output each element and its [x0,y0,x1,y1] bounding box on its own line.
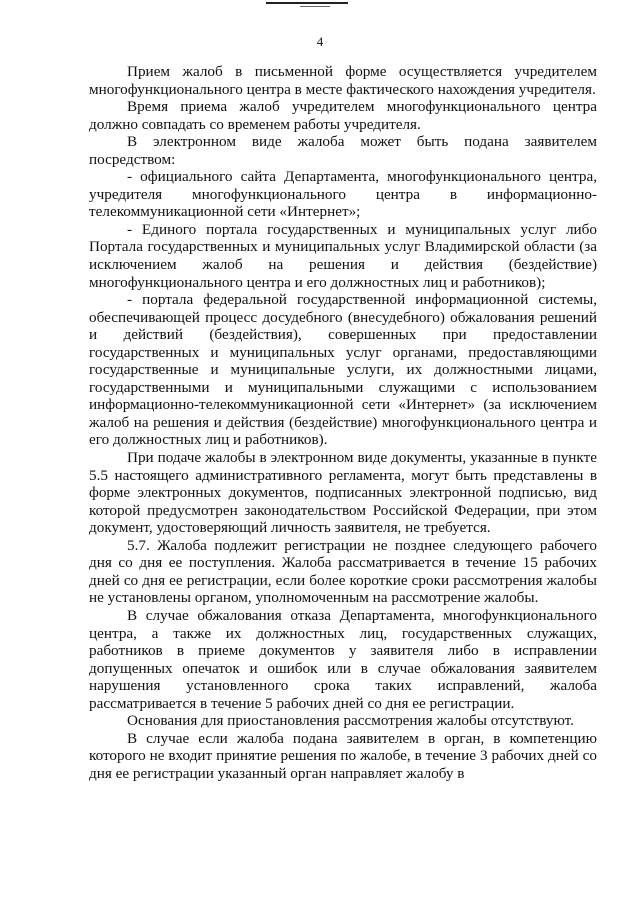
page-number: 4 [316,34,324,49]
paragraph-electronic-documents: При подаче жалобы в электронном виде документы, указанные в пункте 5.5 настоящего административного регламента, могут быть представлены в форме электронных документов, подписанных электронной подписью, вид которой предусмотрен законодательством Российской Федерации, при этом документ, удостоверяющий личность заявителя, не требуется. [89,449,597,537]
paragraph-electronic-submission: В электронном виде жалоба может быть подана заявителем посредством: [89,133,597,168]
paragraph-refusal-appeal: В случае обжалования отказа Департамента, многофункционального центра, а также их должностных лиц, государственных служащих, работников в приеме документов у заявителя либо в исправлении допущенных опечаток и ошибок или в случае обжалования заявителем нарушения установленного срока таких исправлений, жалоба рассматривается в течение 5 рабочих дней со дня ее регистрации. [89,606,597,712]
document-body [89,63,597,782]
paragraph-no-suspension: Основания для приостановления рассмотрения жалобы отсутствуют. [127,712,574,730]
list-item-unified-portal: - Единого портала государственных и муниципальных услуг либо Портала государственных и муниципальных услуг Владимирской области (за исключением жалоб на решения и действия (бездействие) многофункционального центра и его должностных лиц и работников); [89,220,597,291]
paragraph-written-complaints: Прием жалоб в письменной форме осуществляется учредителем многофункционального центра в месте фактического нахождения учредителя. [89,63,597,98]
paragraph-reception-time: Время приема жалоб учредителем многофункционального центра должно совпадать со временем работы учредителя. [89,98,597,133]
paragraph-registration-5-7: 5.7. Жалоба подлежит регистрации не позднее следующего рабочего дня со дня ее поступления. Жалоба рассматривается в течение 15 рабочих дней со дня ее регистрации, если более короткие сроки рассмотрения жалобы не установлены органом, уполномоченным на рассмотрение жалобы. [89,536,597,607]
list-item-official-site: - официального сайта Департамента, многофункционального центра, учредителя многофункционального центра в информационно-телекоммуникационной сети «Интернет»; [89,168,597,221]
paragraph-wrong-authority: В случае если жалоба подана заявителем в орган, в компетенцию которого не входит принятие решения по жалобе, в течение 3 рабочих дней со дня ее регистрации указанный орган направляет жалобу в [89,729,597,782]
header-rule [266,2,348,4]
list-item-federal-portal: - портала федеральной государственной информационной системы, обеспечивающей процесс досудебного (внесудебного) обжалования решений и действий (бездействия), совершенных при предоставлении государственных и муниципальных услуг органами, предоставляющими государственные и муниципальные услуги, их должностными лицами, государственными и муниципальными служащими с использованием информационно-телекоммуникационной сети «Интернет» (за исключением жалоб на решения и действия (бездействие) многофункционального центра и его должностных лиц и работников). [89,291,597,449]
header-rule-secondary [300,6,330,7]
